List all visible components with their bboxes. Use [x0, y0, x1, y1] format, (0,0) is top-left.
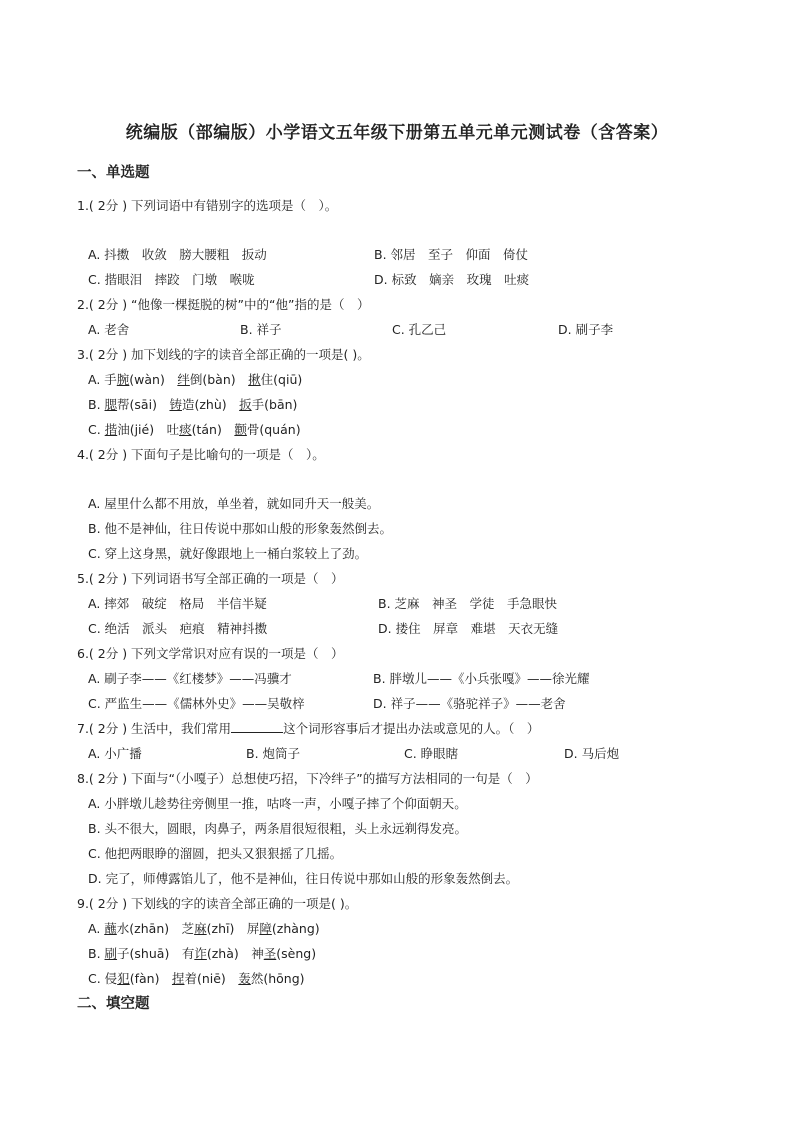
question-2-option-a[interactable]: A. 老舍 — [88, 322, 130, 337]
question-4-option-c[interactable]: C. 穿上这身黑，就好像跟地上一桶白浆较上了劲。 — [88, 546, 368, 561]
underlined-char: 腮 — [104, 397, 118, 412]
question-1-option-a[interactable]: A. 抖擞 收敛 膀大腰粗 扳动 — [88, 247, 267, 262]
question-6-stem: 6.( 2分 ) 下列文学常识对应有误的一项是（ ） — [77, 646, 344, 661]
question-6-option-b[interactable]: B. 胖墩儿——《小兵张嘎》——徐光耀 — [373, 671, 590, 686]
question-1-options-row-1 — [88, 245, 728, 263]
question-1-option-d[interactable]: D. 标致 嫡亲 玫瑰 吐痰 — [374, 272, 530, 287]
option-text: A. 手 — [88, 372, 117, 387]
option-text: (sèng) — [276, 946, 317, 961]
question-4-option-a[interactable]: A. 屋里什么都不用放，单坐着，就如同升天一般美。 — [88, 496, 380, 511]
question-5-option-d[interactable]: D. 搂住 屏章 难堪 天衣无缝 — [378, 621, 559, 636]
option-text: 帮(sāi) — [117, 397, 170, 412]
underlined-char: 蘸 — [104, 921, 117, 936]
question-7-options-row — [88, 744, 728, 762]
question-3-option-a[interactable] — [88, 370, 728, 388]
option-text: C. 侵 — [88, 971, 118, 986]
option-text: (zhà) 神 — [206, 946, 264, 961]
question-8-option-c[interactable]: C. 他把两眼睁的溜圆，把头又狠狠摇了几摇。 — [88, 846, 343, 861]
question-3-option-c[interactable] — [88, 420, 728, 438]
option-text: 住(qiū) — [260, 372, 303, 387]
question-4-stem: 4.( 2分 ) 下面句子是比喻句的一项是（ ）。 — [77, 447, 325, 462]
question-1-stem: 1.( 2分 ) 下列词语中有错别字的选项是（ ）。 — [77, 198, 338, 213]
option-text: B. — [88, 397, 105, 412]
question-9-option-c[interactable] — [88, 969, 728, 987]
question-8-option-d[interactable]: D. 完了，师傅露馅儿了，他不是神仙，往日传说中那如山般的形象轰然倒去。 — [88, 871, 519, 886]
question-7-stem-text: 7.( 2分 ) 生活中，我们常用 — [77, 721, 232, 736]
question-2-options-row — [88, 320, 728, 338]
underlined-char: 痰 — [179, 422, 192, 437]
question-2-stem: 2.( 2分 ) “他像一棵挺脱的树”中的“他”指的是（ ） — [77, 297, 370, 312]
question-7-option-b[interactable]: B. 炮筒子 — [246, 746, 301, 761]
question-7-stem — [77, 719, 539, 737]
question-3-option-b[interactable] — [88, 395, 728, 413]
option-text: 造(zhù) — [181, 397, 240, 412]
question-4-option-b[interactable]: B. 他不是神仙，往日传说中那如山般的形象轰然倒去。 — [88, 521, 393, 536]
question-9-option-a[interactable] — [88, 919, 728, 937]
option-text: 骨(quán) — [246, 422, 301, 437]
question-6-option-a[interactable]: A. 刷子李——《红楼梦》——冯骥才 — [88, 671, 292, 686]
option-text: 水(zhān) 芝 — [116, 921, 195, 936]
underlined-char: 扳 — [239, 397, 252, 412]
underlined-char: 犯 — [117, 971, 130, 986]
question-1-option-c[interactable]: C. 揩眼泪 摔跤 门墩 喉咙 — [88, 272, 255, 287]
page-title: 统编版（部编版）小学语文五年级下册第五单元单元测试卷（含答案） — [125, 123, 669, 143]
underlined-char: 铸 — [169, 397, 182, 412]
option-text: 手(bān) — [251, 397, 298, 412]
underlined-char: 麻 — [194, 921, 207, 936]
option-text: A. — [88, 921, 105, 936]
question-1-options-row-2 — [88, 270, 728, 288]
question-6-options-row-1 — [88, 669, 728, 687]
question-2-option-d[interactable]: D. 刷子李 — [558, 322, 614, 337]
section-heading-fill-in: 二、填空题 — [77, 996, 150, 1012]
question-9-stem: 9.( 2分 ) 下划线的字的读音全部正确的一项是( )。 — [77, 896, 358, 911]
option-text: (wàn) — [129, 372, 178, 387]
option-text: 倒(bàn) — [189, 372, 249, 387]
underlined-char: 刷 — [104, 946, 118, 961]
question-6-option-c[interactable]: C. 严监生——《儒林外史》——吴敬梓 — [88, 696, 305, 711]
underlined-char: 轰 — [238, 971, 251, 986]
underlined-char: 捏 — [171, 971, 185, 986]
question-3-stem: 3.( 2分 ) 加下划线的字的读音全部正确的一项是( )。 — [77, 347, 370, 362]
question-2-option-b[interactable]: B. 祥子 — [240, 322, 282, 337]
underlined-char: 圣 — [263, 946, 277, 961]
question-7-option-c[interactable]: C. 睁眼瞎 — [404, 746, 459, 761]
question-8-stem: 8.( 2分 ) 下面与“（小嘎子）总想使巧招，下冷绊子”的描写方法相同的一句是（ ） — [77, 771, 538, 786]
question-5-option-c[interactable]: C. 绝活 派头 疤痕 精神抖擞 — [88, 621, 268, 636]
question-6-option-d[interactable]: D. 祥子——《骆驼祥子》——老舍 — [373, 696, 566, 711]
question-7-option-a[interactable]: A. 小广播 — [88, 746, 142, 761]
option-text: (zhī) 屏 — [206, 921, 260, 936]
option-text: (tán) — [191, 422, 235, 437]
underlined-char: 诈 — [194, 946, 207, 961]
option-text: 然(hōng) — [250, 971, 305, 986]
answer-blank[interactable] — [231, 720, 283, 733]
underlined-char: 揩 — [104, 422, 118, 437]
underlined-char: 绊 — [177, 372, 190, 387]
question-5-options-row-1 — [88, 594, 728, 612]
question-5-options-row-2 — [88, 619, 728, 637]
option-text: 着(niē) — [184, 971, 239, 986]
question-2-option-c[interactable]: C. 孔乙己 — [392, 322, 447, 337]
question-7-stem-text: 这个词形容事后才提出办法或意见的人。（ ） — [283, 721, 540, 736]
section-heading-single-choice: 一、单选题 — [77, 165, 150, 181]
option-text: 油(jié) 吐 — [117, 422, 180, 437]
option-text: C. — [88, 422, 105, 437]
question-8-option-b[interactable]: B. 头不很大，圆眼，肉鼻子，两条眉很短很粗，头上永远剃得发亮。 — [88, 821, 468, 836]
question-5-option-b[interactable]: B. 芝麻 神圣 学徒 手急眼快 — [378, 596, 558, 611]
question-7-option-d[interactable]: D. 马后炮 — [564, 746, 620, 761]
question-6-options-row-2 — [88, 694, 728, 712]
option-text: B. — [88, 946, 105, 961]
option-text: 子(shuā) 有 — [117, 946, 195, 961]
question-1-option-b[interactable]: B. 邻居 至子 仰面 倚仗 — [374, 247, 529, 262]
underlined-char: 障 — [259, 921, 272, 936]
underlined-char: 腕 — [116, 372, 130, 387]
question-5-stem: 5.( 2分 ) 下列词语书写全部正确的一项是（ ） — [77, 571, 344, 586]
question-5-option-a[interactable]: A. 摔郊 破绽 格局 半信半疑 — [88, 596, 267, 611]
underlined-char: 揪 — [248, 372, 261, 387]
question-9-option-b[interactable] — [88, 944, 728, 962]
underlined-char: 颧 — [234, 422, 247, 437]
question-8-option-a[interactable]: A. 小胖墩儿趁势往旁侧里一推，咕咚一声，小嘎子摔了个仰面朝天。 — [88, 796, 467, 811]
option-text: (zhàng) — [271, 921, 320, 936]
option-text: (fàn) — [129, 971, 172, 986]
